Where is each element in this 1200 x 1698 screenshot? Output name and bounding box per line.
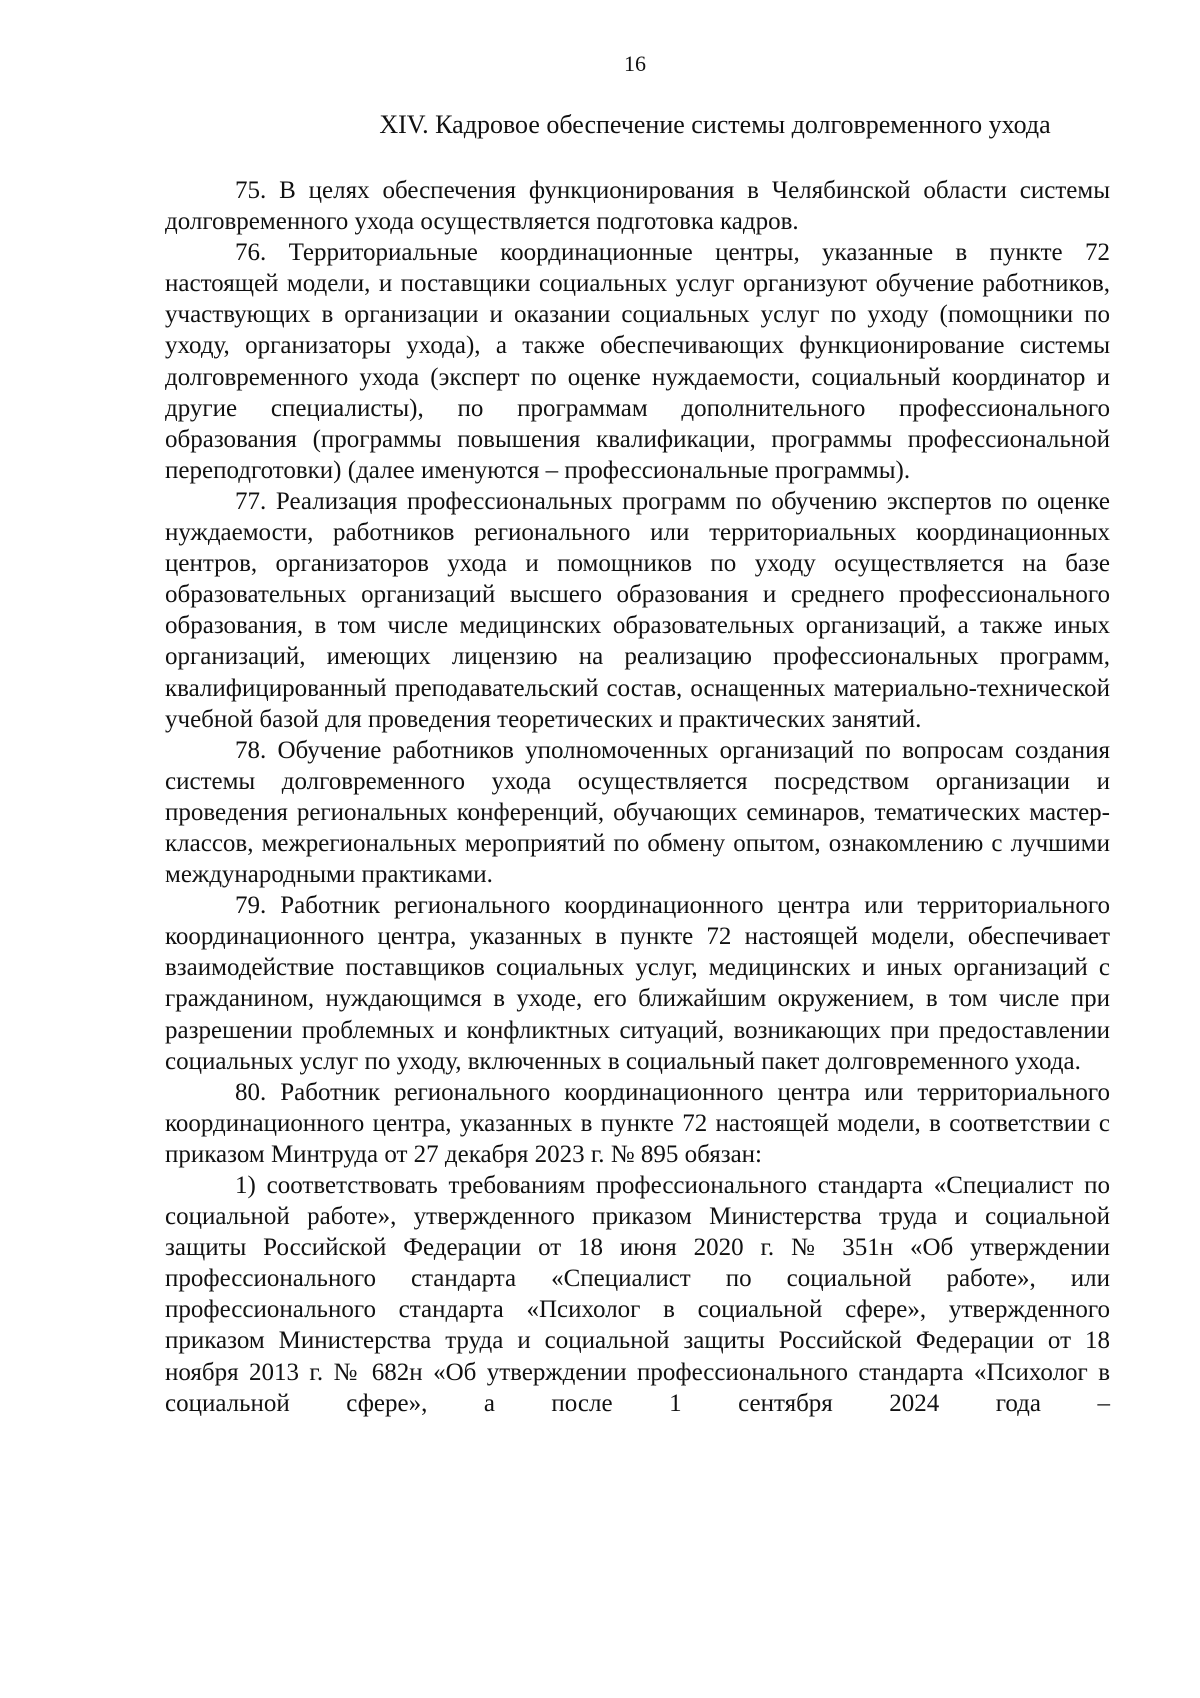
paragraph-80: 80. Работник регионального координационного центра или территориального координационного центра, указанных в пункте 72 настоящей модели, в соответствии с приказом Минтруда от 27 декабря 2023 г. № 895 обязан: (165, 1078, 1110, 1168)
paragraph-76: 76. Территориальные координационные центры, указанные в пункте 72 настоящей модели, и поставщики социальных услуг организуют обучение работников, участвующих в организации и оказании социальных услуг по уходу (помощники по уходу, организаторы ухода), а также обеспечивающих функционирование системы долговременного ухода (эксперт по оценке нуждаемости, социальный координатор и другие специалисты), по программам дополнительного профессионального образования (программы повышения квалификации, программы профессиональной переподготовки) (далее именуются – профессиональные программы). (165, 239, 1110, 484)
paragraph-78: 78. Обучение работников уполномоченных организаций по вопросам создания системы долговременного ухода осуществляется посредством организации и проведения региональных конференций, обучающих семинаров, тематических мастер-классов, межрегиональных мероприятий по обмену опытом, ознакомлению с лучшими международными практиками. (165, 736, 1110, 889)
section-title: XIV. Кадровое обеспечение системы долговременного ухода (379, 110, 1051, 139)
paragraph-80-item-1: 1) соответствовать требованиям профессионального стандарта «Специалист по социальной работе», утвержденного приказом Министерства труда и социальной защиты Российской Федерации от 18 июня 2020 г. № 351н «Об утверждении профессионального стандарта «Специалист по социальной работе», или профессионального стандарта «Психолог в социальной сфере», утвержденного приказом Министерства труда и социальной защиты Российской Федерации от 18 ноября 2013 г. № 682н «Об утверждении профессионального стандарта «Психолог в социальной сфере», а после 1 сентября 2024 года – (165, 1172, 1110, 1417)
paragraph-77: 77. Реализация профессиональных программ по обучению экспертов по оценке нуждаемости, работников регионального или территориальных координационных центров, организаторов ухода и помощников по уходу осуществляется на базе образовательных организаций высшего образования и среднего профессионального образования, в том числе медицинских образовательных организаций, а также иных организаций, имеющих лицензию на реализацию профессиональных программ, квалифицированный преподавательский состав, оснащенных материально-технической учебной базой для проведения теоретических и практических занятий. (165, 487, 1110, 733)
page-number: 16 (624, 51, 646, 76)
paragraph-79: 79. Работник регионального координационного центра или территориального координационного центра, указанных в пункте 72 настоящей модели, обеспечивает взаимодействие поставщиков социальных услуг, медицинских и иных организаций с гражданином, нуждающимся в уходе, его ближайшим окружением, в том числе при разрешении проблемных и конфликтных ситуаций, возникающих при предоставлении социальных услуг по уходу, включенных в социальный пакет долговременного ухода. (165, 892, 1110, 1075)
paragraph-75: 75. В целях обеспечения функционирования в Челябинской области системы долговременного ухода осуществляется подготовка кадров. (165, 177, 1110, 236)
document-body (165, 175, 1110, 1419)
